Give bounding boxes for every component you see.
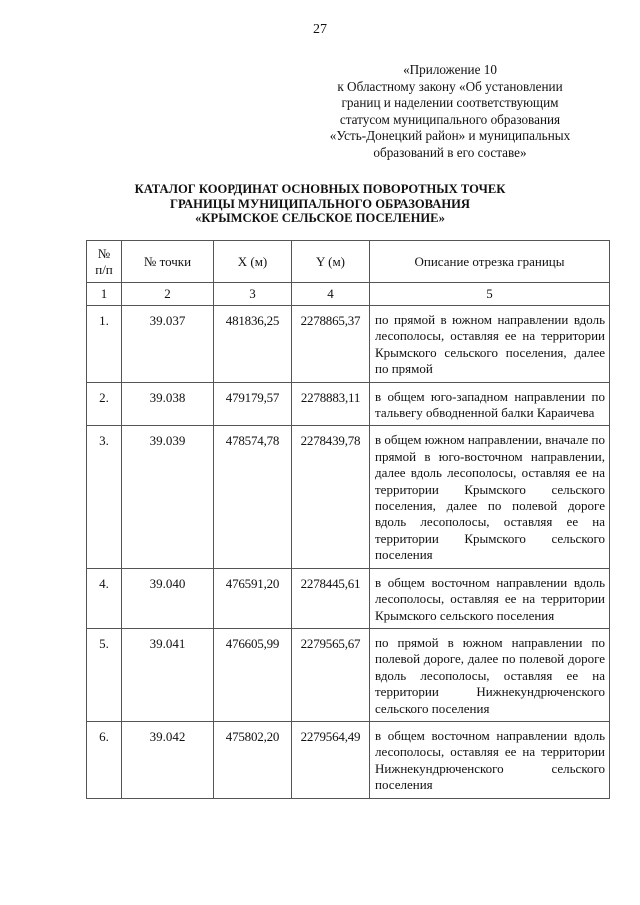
header-point: № точки [122, 241, 214, 283]
row-number: 5. [87, 628, 122, 721]
segment-description: в общем восточном направлении вдоль лесополосы, оставляя ее на территории Нижнекундрюченского сельского поселения [370, 721, 610, 798]
segment-description: в общем южном направлении, вначале по прямой в юго-восточном направлении, далее вдоль лесополосы, оставляя ее на территории Крымского сельского поселения, далее по полевой дороге вдоль лесополосы, оставляя ее на территории Крымского сельского поселения [370, 426, 610, 568]
table-header-row [87, 241, 610, 283]
x-coordinate: 476605,99 [214, 628, 292, 721]
title-line: ГРАНИЦЫ МУНИЦИПАЛЬНОГО ОБРАЗОВАНИЯ [169, 196, 471, 211]
table-row [87, 382, 610, 426]
table-row [87, 721, 610, 798]
x-coordinate: 481836,25 [214, 306, 292, 383]
y-coordinate: 2278439,78 [292, 426, 370, 568]
appendix-line: к Областному закону «Об установлении [337, 78, 563, 94]
catalog-title [0, 182, 640, 226]
y-coordinate: 2278883,11 [292, 382, 370, 426]
column-number-row [87, 283, 610, 306]
header-row-number [87, 241, 122, 283]
y-coordinate: 2278865,37 [292, 306, 370, 383]
y-coordinate: 2278445,61 [292, 568, 370, 628]
table-row [87, 568, 610, 628]
table-row [87, 628, 610, 721]
column-number: 5 [370, 283, 610, 306]
y-coordinate: 2279565,67 [292, 628, 370, 721]
x-coordinate: 476591,20 [214, 568, 292, 628]
y-coordinate: 2279564,49 [292, 721, 370, 798]
header-y: Y (м) [292, 241, 370, 283]
point-id: 39.038 [122, 382, 214, 426]
title-line: «КРЫМСКОЕ СЕЛЬСКОЕ ПОСЕЛЕНИЕ» [195, 211, 445, 226]
x-coordinate: 475802,20 [214, 721, 292, 798]
header-num-symbol: № [97, 245, 111, 261]
coordinates-table [86, 240, 610, 799]
column-number: 4 [292, 283, 370, 306]
point-id: 39.041 [122, 628, 214, 721]
row-number: 3. [87, 426, 122, 568]
appendix-line: «Приложение 10 [403, 62, 497, 77]
point-id: 39.037 [122, 306, 214, 383]
point-id: 39.039 [122, 426, 214, 568]
header-description: Описание отрезка границы [370, 241, 610, 283]
title-line: КАТАЛОГ КООРДИНАТ ОСНОВНЫХ ПОВОРОТНЫХ ТОЧЕК [134, 182, 506, 196]
appendix-line: границ и наделении соответствующим [341, 95, 559, 111]
row-number: 2. [87, 382, 122, 426]
page-number: 27 [313, 22, 327, 37]
table-row [87, 426, 610, 568]
appendix-note [290, 62, 610, 162]
row-number: 6. [87, 721, 122, 798]
segment-description: в общем восточном направлении вдоль лесополосы, оставляя ее на территории Крымского сельского поселения [370, 568, 610, 628]
appendix-line: образований в его составе» [373, 144, 527, 160]
segment-description: в общем юго-западном направлении по тальвегу обводненной балки Караичева [370, 382, 610, 426]
row-number: 4. [87, 568, 122, 628]
segment-description: по прямой в южном направлении вдоль лесополосы, оставляя ее на территории Крымского сельского поселения, далее по прямой [370, 306, 610, 383]
point-id: 39.042 [122, 721, 214, 798]
appendix-line: статусом муниципального образования [339, 111, 561, 127]
segment-description: по прямой в южном направлении по полевой дороге, далее по полевой дороге вдоль лесополосы, оставляя ее на территории Нижнекундрюченского сельского поселения [370, 628, 610, 721]
column-number: 3 [214, 283, 292, 306]
header-num-abbrev: п/п [95, 261, 113, 277]
appendix-line: «Усть-Донецкий район» и муниципальных [329, 128, 571, 144]
table-row [87, 306, 610, 383]
x-coordinate: 478574,78 [214, 426, 292, 568]
column-number: 1 [87, 283, 122, 306]
point-id: 39.040 [122, 568, 214, 628]
header-x: X (м) [214, 241, 292, 283]
column-number: 2 [122, 283, 214, 306]
row-number: 1. [87, 306, 122, 383]
x-coordinate: 479179,57 [214, 382, 292, 426]
